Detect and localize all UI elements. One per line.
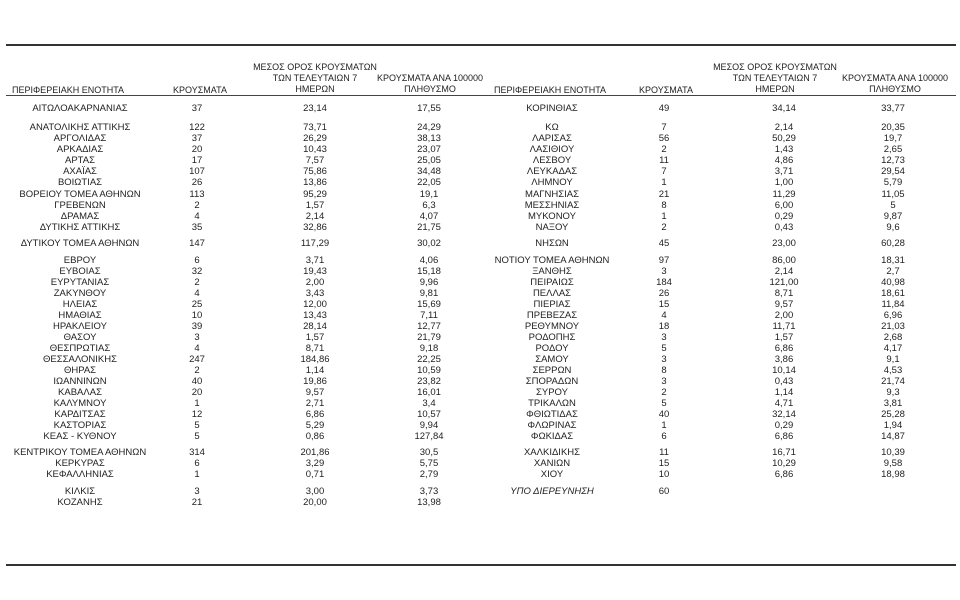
right-cases-cell: 1: [661, 420, 667, 431]
left-cases-cell: 40: [191, 376, 203, 387]
right-per-cell: 5: [890, 200, 896, 211]
right-avg-cell: 10,14: [772, 365, 796, 376]
right-avg-cell: 34,14: [772, 103, 796, 114]
left-avg-cell: 1,14: [305, 365, 325, 376]
left-per-cell: 30,5: [419, 447, 439, 458]
left-avg-cell: 2,14: [305, 211, 325, 222]
left-per-cell: 9,81: [419, 288, 439, 299]
right-name-cell: ΜΑΓΝΗΣΙΑΣ: [525, 189, 579, 200]
left-per-cell: 9,94: [419, 420, 439, 431]
right-per-cell: 9,6: [886, 222, 900, 233]
left-avg-cell: 2,71: [305, 398, 325, 409]
right-per-cell: 40,98: [881, 277, 905, 288]
right-avg-cell: 11,71: [772, 321, 796, 332]
left-avg-cell: 3,43: [305, 288, 325, 299]
left-per-cell: 22,25: [417, 354, 441, 365]
right-name-cell: ΛΗΜΝΟΥ: [531, 177, 573, 188]
left-per-cell: 9,96: [419, 277, 439, 288]
right-name-cell: ΣΥΡΟΥ: [536, 387, 568, 398]
right-avg-cell: 1,57: [774, 332, 794, 343]
right-avg-cell: 4,71: [774, 398, 794, 409]
right-avg-cell: 0,29: [774, 211, 794, 222]
right-cases-cell: 3: [661, 332, 667, 343]
right-cases-cell: 60: [658, 486, 670, 497]
right-cases-cell: 5: [661, 398, 667, 409]
left-avg-cell: 20,00: [303, 497, 327, 508]
left-cases-cell: 4: [194, 288, 200, 299]
right-avg-cell: 8,71: [774, 288, 794, 299]
right-avg-cell: 3,86: [774, 354, 794, 365]
left-avg-cell: 10,43: [303, 144, 327, 155]
right-cases-cell: 40: [658, 409, 670, 420]
right-name-cell: ΣΕΡΡΩΝ: [532, 365, 572, 376]
left-name-cell: ΚΑΒΑΛΑΣ: [58, 387, 102, 398]
right-per-cell: 33,77: [881, 103, 905, 114]
left-name-cell: ΓΡΕΒΕΝΩΝ: [54, 200, 106, 211]
left-cases-cell: 314: [189, 447, 205, 458]
left-avg-cell: 3,29: [305, 458, 325, 469]
right-name-cell: ΛΕΣΒΟΥ: [532, 155, 572, 166]
right-cases-cell: 3: [661, 376, 667, 387]
right-name-cell: ΤΡΙΚΑΛΩΝ: [528, 398, 576, 409]
right-per-cell: 18,61: [881, 288, 905, 299]
left-per-cell: 9,18: [419, 343, 439, 354]
left-name-cell: ΚΑΡΔΙΤΣΑΣ: [54, 409, 106, 420]
right-name-cell: ΠΡΕΒΕΖΑΣ: [526, 310, 578, 321]
left-name-cell: ΔΡΑΜΑΣ: [60, 211, 100, 222]
left-cases-cell: 4: [194, 343, 200, 354]
left-cases-cell: 122: [189, 122, 205, 133]
left-name-cell: ΘΕΣΠΡΩΤΙΑΣ: [49, 343, 111, 354]
right-per-cell: 19,7: [883, 133, 903, 144]
right-cases-cell: 56: [658, 133, 670, 144]
right-cases-cell: 8: [661, 200, 667, 211]
right-per-cell: 9,87: [883, 211, 903, 222]
left-per-cell: 3,4: [422, 398, 436, 409]
left-name-cell: ΗΜΑΘΙΑΣ: [58, 310, 102, 321]
left-per-cell: 19,1: [419, 189, 439, 200]
right-avg-cell: 121,00: [769, 277, 799, 288]
right-cases-cell: 184: [656, 277, 672, 288]
left-name-cell: ΑΡΚΑΔΙΑΣ: [56, 144, 104, 155]
left-name-cell: ΑΧΑΪΑΣ: [63, 166, 97, 177]
left-cases-cell: 37: [191, 133, 203, 144]
right-name-cell: ΚΩ: [545, 122, 559, 133]
right-name-cell: ΣΠΟΡΑΔΩΝ: [525, 376, 579, 387]
left-name-cell: ΚΕΦΑΛΛΗΝΙΑΣ: [46, 469, 114, 480]
left-cases-cell: 25: [191, 299, 203, 310]
left-per-cell: 17,55: [417, 103, 441, 114]
right-cases-cell: 6: [661, 431, 667, 442]
right-per-cell: 2,68: [883, 332, 903, 343]
left-per-cell: 23,82: [417, 376, 441, 387]
right-name-cell: ΡΟΔΟΠΗΣ: [528, 332, 576, 343]
left-per-cell: 7,11: [420, 310, 438, 321]
left-cases-cell: 32: [191, 266, 203, 277]
right-avg-cell: 6,86: [774, 343, 794, 354]
left-avg-cell: 13,43: [303, 310, 327, 321]
right-cases-cell: 8: [661, 365, 667, 376]
left-name-cell: ΗΡΑΚΛΕΙΟΥ: [53, 321, 107, 332]
left-avg-cell: 9,57: [305, 387, 325, 398]
right-per-cell: 29,54: [881, 166, 905, 177]
header-bottom-rule: [6, 95, 956, 96]
right-cases-cell: 1: [661, 211, 667, 222]
left-cases-cell: 20: [191, 144, 203, 155]
right-avg-cell: 16,71: [772, 447, 796, 458]
left-name-cell: ΑΡΤΑΣ: [65, 155, 95, 166]
left-name-cell: ΚΟΖΑΝΗΣ: [57, 497, 103, 508]
left-per-cell: 16,01: [417, 387, 441, 398]
right-name-cell: ΡΟΔΟΥ: [535, 343, 569, 354]
left-avg-cell: 8,71: [305, 343, 325, 354]
left-per-cell: 3,73: [419, 486, 439, 497]
right-name-cell: ΠΕΛΛΑΣ: [532, 288, 572, 299]
right-avg-cell: 1,00: [774, 177, 794, 188]
left-cases-cell: 147: [189, 238, 205, 249]
left-per-cell: 12,77: [417, 321, 441, 332]
left-per-cell: 25,05: [417, 155, 441, 166]
table-bottom-rule: [6, 564, 956, 566]
right-cases-cell: 2: [661, 144, 667, 155]
left-cases-cell: 247: [189, 354, 205, 365]
right-per-cell: 21,74: [881, 376, 905, 387]
left-name-cell: ΙΩΑΝΝΙΝΩΝ: [53, 376, 107, 387]
left-avg-cell: 201,86: [300, 447, 330, 458]
header-region-left: ΠΕΡΙΦΕΡΕΙΑΚΗ ΕΝΟΤΗΤΑ: [12, 85, 125, 95]
left-name-cell: ΚΕΝΤΡΙΚΟΥ ΤΟΜΕΑ ΑΘΗΝΩΝ: [13, 447, 147, 458]
right-name-cell: ΜΕΣΣΗΝΙΑΣ: [524, 200, 580, 211]
right-avg-cell: 4,86: [774, 155, 794, 166]
right-avg-cell: 1,43: [774, 144, 794, 155]
right-cases-cell: 2: [661, 387, 667, 398]
left-name-cell: ΕΥΒΟΙΑΣ: [59, 266, 101, 277]
left-per-cell: 6,3: [422, 200, 436, 211]
left-cases-cell: 39: [191, 321, 203, 332]
left-per-cell: 15,18: [417, 266, 441, 277]
right-cases-cell: 26: [658, 288, 670, 299]
header-per100k-left: ΚΡΟΥΣΜΑΤΑ ΑΝΑ 100000 ΠΛΗΘΥΣΜΟ: [377, 73, 483, 94]
header-cases-left: ΚΡΟΥΣΜΑΤΑ: [173, 85, 227, 95]
right-name-cell: ΧΑΝΙΩΝ: [533, 458, 571, 469]
right-cases-cell: 7: [661, 166, 667, 177]
right-per-cell: 1,94: [883, 420, 903, 431]
left-cases-cell: 26: [191, 177, 203, 188]
right-avg-cell: 6,86: [774, 469, 794, 480]
right-per-cell: 18,31: [881, 255, 905, 266]
right-per-cell: 25,28: [881, 409, 905, 420]
right-per-cell: 60,28: [881, 238, 905, 249]
right-avg-cell: 2,14: [774, 122, 794, 133]
right-name-cell: ΥΠΟ ΔΙΕΡΕΥΝΗΣΗ: [510, 486, 594, 497]
header-region-right: ΠΕΡΙΦΕΡΕΙΑΚΗ ΕΝΟΤΗΤΑ: [494, 85, 607, 95]
header-per100k-right: ΚΡΟΥΣΜΑΤΑ ΑΝΑ 100000 ΠΛΗΘΥΣΜΟ: [842, 73, 948, 94]
left-per-cell: 4,06: [419, 255, 439, 266]
right-name-cell: ΝΑΞΟΥ: [535, 222, 569, 233]
right-name-cell: ΦΩΚΙΔΑΣ: [530, 431, 574, 442]
left-avg-cell: 3,71: [305, 255, 325, 266]
right-cases-cell: 45: [658, 238, 670, 249]
left-avg-cell: 0,71: [305, 469, 325, 480]
right-cases-cell: 11: [659, 447, 669, 458]
left-avg-cell: 13,86: [303, 177, 327, 188]
right-name-cell: ΧΑΛΚΙΔΙΚΗΣ: [523, 447, 581, 458]
right-name-cell: ΚΟΡΙΝΘΙΑΣ: [526, 103, 578, 114]
left-name-cell: ΘΑΣΟΥ: [63, 332, 97, 343]
right-per-cell: 12,73: [881, 155, 905, 166]
right-per-cell: 3,81: [883, 398, 903, 409]
table-top-rule: [6, 44, 956, 46]
left-per-cell: 4,07: [419, 211, 439, 222]
right-avg-cell: 1,14: [774, 387, 794, 398]
right-per-cell: 9,1: [886, 354, 900, 365]
right-per-cell: 2,7: [886, 266, 900, 277]
header-cases-right: ΚΡΟΥΣΜΑΤΑ: [639, 85, 693, 95]
right-cases-cell: 3: [661, 266, 667, 277]
right-name-cell: ΝΟΤΙΟΥ ΤΟΜΕΑ ΑΘΗΝΩΝ: [494, 255, 610, 266]
left-name-cell: ΚΑΛΥΜΝΟΥ: [53, 398, 107, 409]
left-name-cell: ΖΑΚΥΝΘΟΥ: [53, 288, 107, 299]
left-per-cell: 13,98: [417, 497, 441, 508]
right-per-cell: 9,3: [886, 387, 900, 398]
left-avg-cell: 73,71: [303, 122, 327, 133]
right-avg-cell: 10,29: [772, 458, 796, 469]
left-cases-cell: 107: [189, 166, 205, 177]
right-avg-cell: 23,00: [772, 238, 796, 249]
left-name-cell: ΚΙΛΚΙΣ: [64, 486, 96, 497]
left-avg-cell: 95,29: [303, 189, 327, 200]
right-per-cell: 14,87: [881, 431, 905, 442]
right-name-cell: ΡΕΘΥΜΝΟΥ: [524, 321, 580, 332]
left-per-cell: 5,75: [419, 458, 439, 469]
right-per-cell: 5,79: [883, 177, 903, 188]
right-avg-cell: 86,00: [772, 255, 796, 266]
right-avg-cell: 32,14: [772, 409, 796, 420]
left-name-cell: ΕΒΡΟΥ: [63, 255, 97, 266]
right-per-cell: 2,65: [883, 144, 903, 155]
left-name-cell: ΑΝΑΤΟΛΙΚΗΣ ΑΤΤΙΚΗΣ: [29, 122, 131, 133]
right-name-cell: ΛΕΥΚΑΔΑΣ: [526, 166, 578, 177]
left-cases-cell: 35: [191, 222, 203, 233]
right-name-cell: ΣΑΜΟΥ: [535, 354, 569, 365]
left-per-cell: 21,75: [417, 222, 441, 233]
right-name-cell: ΞΑΝΘΗΣ: [532, 266, 572, 277]
header-avg7-left: ΜΕΣΟΣ ΟΡΟΣ ΚΡΟΥΣΜΑΤΩΝ ΤΩΝ ΤΕΛΕΥΤΑΙΩΝ 7 ΗΜΕΡΩΝ: [253, 62, 377, 94]
left-cases-cell: 5: [194, 431, 200, 442]
left-per-cell: 21,79: [417, 332, 441, 343]
left-avg-cell: 1,57: [305, 200, 325, 211]
left-name-cell: ΚΑΣΤΟΡΙΑΣ: [53, 420, 107, 431]
left-cases-cell: 17: [191, 155, 203, 166]
right-cases-cell: 11: [659, 155, 669, 166]
right-avg-cell: 6,86: [774, 431, 794, 442]
right-per-cell: 11,05: [881, 189, 905, 200]
right-cases-cell: 1: [661, 177, 667, 188]
left-avg-cell: 6,86: [305, 409, 325, 420]
right-name-cell: ΦΘΙΩΤΙΔΑΣ: [526, 409, 578, 420]
right-cases-cell: 18: [658, 321, 670, 332]
left-per-cell: 10,59: [417, 365, 441, 376]
right-avg-cell: 2,00: [774, 310, 794, 321]
right-name-cell: ΧΙΟΥ: [540, 469, 564, 480]
right-cases-cell: 49: [658, 103, 670, 114]
right-avg-cell: 3,71: [774, 166, 794, 177]
right-avg-cell: 2,14: [774, 266, 794, 277]
right-avg-cell: 0,29: [774, 420, 794, 431]
left-per-cell: 22,05: [417, 177, 441, 188]
right-cases-cell: 97: [658, 255, 670, 266]
right-cases-cell: 10: [658, 469, 670, 480]
left-cases-cell: 21: [191, 497, 203, 508]
right-per-cell: 6,96: [883, 310, 903, 321]
left-avg-cell: 23,14: [303, 103, 327, 114]
left-avg-cell: 5,29: [305, 420, 325, 431]
left-cases-cell: 6: [194, 458, 200, 469]
right-per-cell: 21,03: [881, 321, 905, 332]
left-avg-cell: 7,57: [305, 155, 325, 166]
right-name-cell: ΛΑΡΙΣΑΣ: [532, 133, 572, 144]
left-per-cell: 2,79: [419, 469, 439, 480]
right-per-cell: 4,53: [883, 365, 903, 376]
right-name-cell: ΛΑΣΙΘΙΟΥ: [529, 144, 575, 155]
left-per-cell: 24,29: [417, 122, 441, 133]
left-cases-cell: 1: [194, 469, 200, 480]
left-cases-cell: 6: [194, 255, 200, 266]
left-avg-cell: 1,57: [305, 332, 325, 343]
right-avg-cell: 0,43: [774, 222, 794, 233]
left-avg-cell: 0,86: [305, 431, 325, 442]
left-avg-cell: 19,43: [303, 266, 327, 277]
left-avg-cell: 32,86: [303, 222, 327, 233]
right-per-cell: 20,35: [881, 122, 905, 133]
right-cases-cell: 4: [661, 310, 667, 321]
left-avg-cell: 3,00: [305, 486, 325, 497]
right-per-cell: 11,84: [881, 299, 905, 310]
left-name-cell: ΚΕΡΚΥΡΑΣ: [55, 458, 105, 469]
left-avg-cell: 75,86: [303, 166, 327, 177]
left-cases-cell: 1: [194, 398, 200, 409]
header-avg7-right: ΜΕΣΟΣ ΟΡΟΣ ΚΡΟΥΣΜΑΤΩΝ ΤΩΝ ΤΕΛΕΥΤΑΙΩΝ 7 ΗΜΕΡΩΝ: [713, 62, 837, 94]
left-name-cell: ΘΗΡΑΣ: [63, 365, 97, 376]
left-cases-cell: 4: [194, 211, 200, 222]
right-cases-cell: 15: [658, 299, 670, 310]
right-avg-cell: 11,29: [772, 189, 796, 200]
left-cases-cell: 5: [194, 420, 200, 431]
right-avg-cell: 6,00: [774, 200, 794, 211]
left-name-cell: ΚΕΑΣ - ΚΥΘΝΟΥ: [43, 431, 117, 442]
left-name-cell: ΔΥΤΙΚΗΣ ΑΤΤΙΚΗΣ: [39, 222, 121, 233]
left-name-cell: ΒΟΡΕΙΟΥ ΤΟΜΕΑ ΑΘΗΝΩΝ: [19, 189, 141, 200]
left-per-cell: 30,02: [417, 238, 441, 249]
left-name-cell: ΗΛΕΙΑΣ: [62, 299, 98, 310]
left-cases-cell: 20: [191, 387, 203, 398]
left-per-cell: 10,57: [417, 409, 441, 420]
right-avg-cell: 9,57: [774, 299, 794, 310]
right-per-cell: 9,58: [883, 458, 903, 469]
left-avg-cell: 19,86: [303, 376, 327, 387]
right-per-cell: 10,39: [881, 447, 905, 458]
right-name-cell: ΠΙΕΡΙΑΣ: [533, 299, 571, 310]
left-cases-cell: 3: [194, 486, 200, 497]
left-cases-cell: 3: [194, 332, 200, 343]
left-cases-cell: 2: [194, 277, 200, 288]
left-cases-cell: 2: [194, 365, 200, 376]
left-cases-cell: 12: [191, 409, 203, 420]
right-per-cell: 4,17: [883, 343, 903, 354]
left-cases-cell: 2: [194, 200, 200, 211]
left-avg-cell: 117,29: [300, 238, 330, 249]
right-cases-cell: 21: [658, 189, 670, 200]
right-name-cell: ΠΕΙΡΑΙΩΣ: [530, 277, 574, 288]
right-per-cell: 18,98: [881, 469, 905, 480]
left-name-cell: ΕΥΡΥΤΑΝΙΑΣ: [50, 277, 110, 288]
right-avg-cell: 50,29: [772, 133, 796, 144]
left-avg-cell: 28,14: [303, 321, 327, 332]
right-cases-cell: 2: [661, 222, 667, 233]
left-name-cell: ΔΥΤΙΚΟΥ ΤΟΜΕΑ ΑΘΗΝΩΝ: [20, 238, 140, 249]
left-name-cell: ΘΕΣΣΑΛΟΝΙΚΗΣ: [43, 354, 117, 365]
right-cases-cell: 3: [661, 354, 667, 365]
left-cases-cell: 37: [191, 103, 203, 114]
left-per-cell: 34,48: [417, 166, 441, 177]
left-avg-cell: 12,00: [303, 299, 327, 310]
right-name-cell: ΜΥΚΟΝΟΥ: [528, 211, 576, 222]
left-name-cell: ΑΡΓΟΛΙΔΑΣ: [53, 133, 107, 144]
left-cases-cell: 113: [189, 189, 205, 200]
left-per-cell: 23,07: [417, 144, 441, 155]
right-cases-cell: 5: [661, 343, 667, 354]
right-cases-cell: 15: [658, 458, 670, 469]
left-name-cell: ΑΙΤΩΛΟΑΚΑΡΝΑΝΙΑΣ: [32, 103, 128, 114]
left-avg-cell: 26,29: [303, 133, 327, 144]
left-avg-cell: 2,00: [305, 277, 325, 288]
left-name-cell: ΒΟΙΩΤΙΑΣ: [57, 177, 103, 188]
left-cases-cell: 10: [191, 310, 203, 321]
right-name-cell: ΦΛΩΡΙΝΑΣ: [527, 420, 577, 431]
right-avg-cell: 0,43: [774, 376, 794, 387]
left-per-cell: 38,13: [417, 133, 441, 144]
left-avg-cell: 184,86: [300, 354, 330, 365]
left-per-cell: 15,69: [417, 299, 441, 310]
right-cases-cell: 7: [661, 122, 667, 133]
left-per-cell: 127,84: [414, 431, 444, 442]
right-name-cell: ΝΗΣΩΝ: [535, 238, 569, 249]
